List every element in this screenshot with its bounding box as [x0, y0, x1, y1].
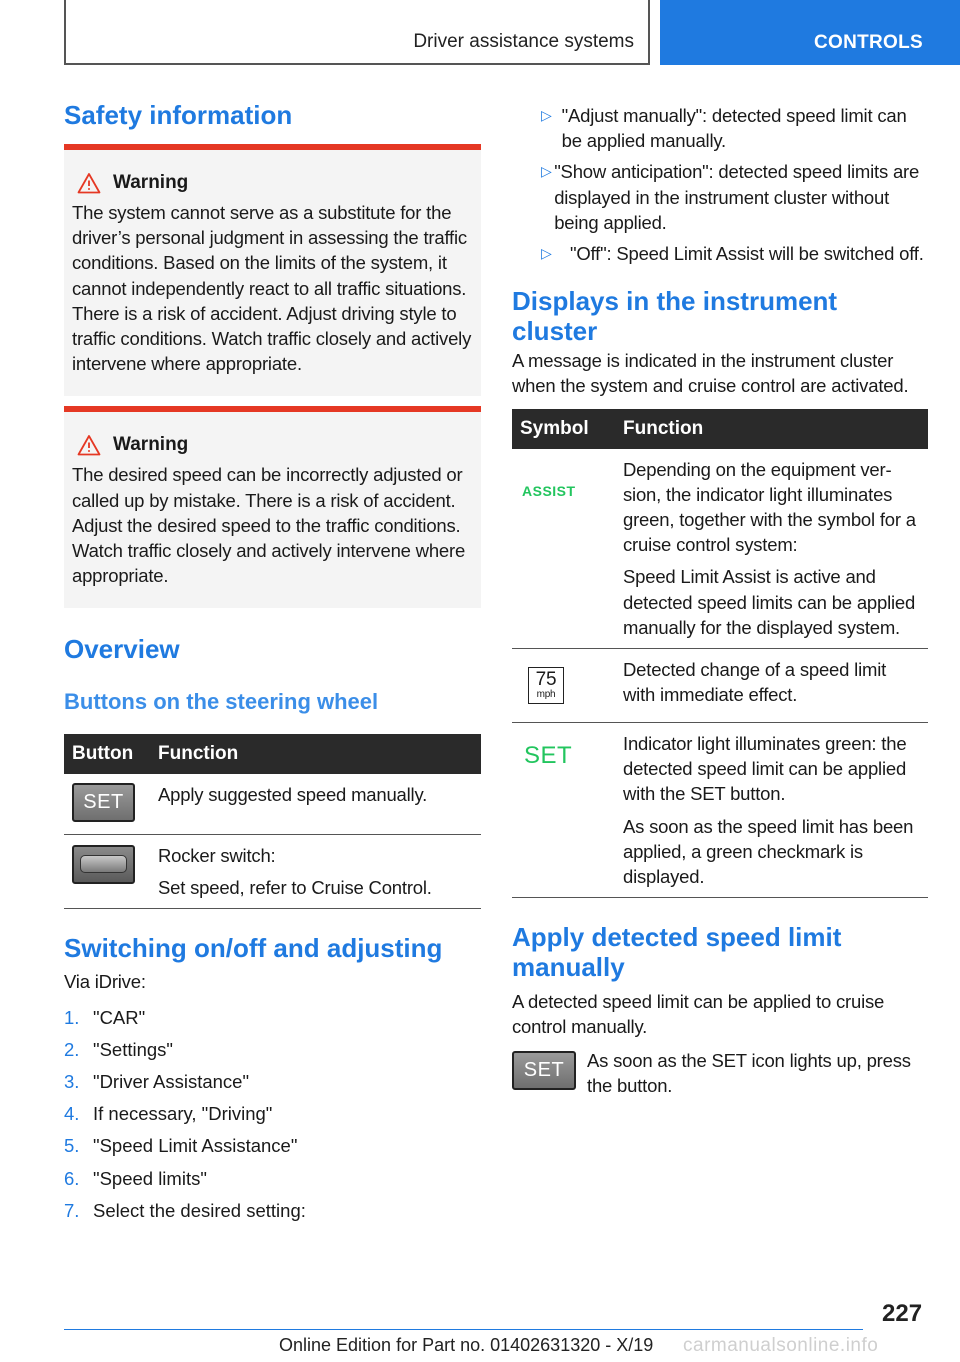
list-item	[64, 1034, 481, 1066]
table-row	[512, 449, 928, 649]
list-item	[64, 1130, 481, 1162]
triangle-bullet-icon: ▷	[541, 107, 552, 123]
step-number: 1.	[64, 1006, 80, 1028]
settings-steps-list	[64, 1002, 481, 1227]
table-cell-function-line: Set speed, refer to Cruise Control.	[158, 877, 432, 899]
set-button-icon: SET	[512, 1051, 576, 1090]
step-number: 2.	[64, 1038, 80, 1060]
apply-text: A detected speed limit can be applied to cruise control manually.	[512, 991, 885, 1038]
step-text: "CAR"	[93, 1006, 146, 1028]
displays-text: A message is indicated in the instrument cluster when the system and cruise control are activated.	[512, 350, 909, 397]
table-row	[512, 723, 928, 898]
set-indicator-icon: SET	[524, 742, 573, 770]
step-text: Select the desired setting:	[93, 1199, 306, 1221]
warning-triangle-icon	[77, 434, 101, 456]
table-cell-text: Detected change of a speed limit with immediate effect.	[615, 649, 928, 723]
column-header-function: Function	[615, 409, 928, 449]
footer-edition-text: Online Edition for Part no. 01402631320 - X/19	[279, 1335, 654, 1355]
page-number: 227	[882, 1300, 923, 1327]
switching-heading: Switching on/off and adjusting	[64, 933, 443, 964]
warning-box-1	[64, 144, 481, 396]
speed-sign-number: 75	[535, 669, 557, 691]
apply-speed-limit-heading: Apply detected speed limit manually	[512, 922, 842, 983]
table-cell-text: As soon as the speed limit has been applied, a green checkmark is displayed.	[623, 815, 914, 888]
option-text: "Show anticipation": detected speed limits are displayed in the instrument cluster without being applied.	[554, 161, 920, 233]
step-number: 7.	[64, 1199, 80, 1221]
warning-title: Warning	[113, 434, 189, 456]
step-text: "Settings"	[93, 1038, 173, 1060]
option-text: "Off": Speed Limit Assist will be switched off.	[570, 243, 924, 265]
step-text: "Speed Limit Assistance"	[93, 1135, 298, 1157]
apply-instruction-row	[512, 1048, 928, 1098]
via-idrive-text: Via iDrive:	[64, 971, 146, 993]
table-cell-text: Indicator light illuminates green: the detected speed limit can be applied with the SET button.	[623, 733, 907, 805]
list-item	[64, 1195, 481, 1227]
set-button-icon: SET	[72, 783, 135, 822]
overview-heading: Overview	[64, 634, 180, 665]
table-cell-function-line: Rocker switch:	[158, 844, 276, 866]
step-number: 3.	[64, 1070, 80, 1092]
list-item	[64, 1066, 481, 1098]
list-item	[64, 1098, 481, 1130]
warning-box-2	[64, 406, 481, 608]
list-item	[64, 1163, 481, 1195]
apply-instruction-text: As soon as the SET icon lights up, press the button.	[587, 1049, 911, 1096]
symbols-table	[512, 409, 928, 899]
rocker-switch-icon	[72, 845, 135, 884]
safety-information-heading: Safety information	[64, 100, 293, 130]
triangle-bullet-icon: ▷	[541, 163, 552, 180]
option-text: "Adjust manually": detected speed limit can be applied manually.	[561, 105, 907, 152]
table-row	[512, 649, 928, 723]
list-item	[511, 241, 928, 266]
watermark-text: carmanualsonline.info	[683, 1335, 879, 1356]
step-text: "Speed limits"	[93, 1167, 207, 1189]
table-cell-text: Speed Limit Assist is active and detected speed limits can be applied manually for the displayed system.	[623, 566, 916, 638]
footer-divider	[64, 1329, 863, 1330]
left-column	[64, 100, 481, 1227]
right-column	[512, 103, 928, 1098]
buttons-steering-wheel-heading: Buttons on the steering wheel	[64, 689, 379, 715]
displays-heading: Displays in the instrument cluster	[512, 286, 838, 347]
warning-text: The desired speed can be incorrectly adjusted or called up by mistake. There is a risk of accident. Adjust the desired speed to the traffic conditions. Watch traffic closely and actively intervene where appropriate.	[72, 464, 466, 587]
table-cell-text: Depending on the equipment version, the indicator light illuminates green, together with the symbol for a cruise control system:	[623, 458, 916, 556]
speed-limit-sign-icon	[528, 667, 564, 704]
warning-title: Warning	[113, 172, 189, 193]
header-section-box	[64, 0, 650, 65]
step-number: 6.	[64, 1167, 80, 1189]
column-header-symbol: Symbol	[512, 409, 615, 449]
table-row	[64, 774, 481, 834]
column-header-button: Button	[64, 734, 150, 774]
step-number: 4.	[64, 1103, 80, 1125]
table-row	[64, 834, 481, 908]
header-chapter-tab	[660, 0, 960, 65]
warning-triangle-icon	[77, 172, 101, 194]
speed-sign-unit: mph	[536, 689, 556, 701]
setting-options-list	[511, 103, 928, 266]
list-item	[64, 1002, 481, 1034]
assist-indicator-icon: ASSIST	[522, 482, 576, 499]
header-chapter-title: CONTROLS	[814, 32, 924, 53]
step-text: If necessary, "Driving"	[93, 1103, 273, 1125]
triangle-bullet-icon: ▷	[541, 245, 552, 262]
header-section-title: Driver assistance systems	[413, 31, 634, 52]
list-item	[511, 159, 928, 235]
step-number: 5.	[64, 1135, 80, 1157]
warning-text: The system cannot serve as a substitute for the driver’s personal judgment in assessing the traffic conditions. Based on the limits of the system, it cannot independently react to all traffic situations. There is a risk of accident. Adjust driving style to traffic conditions. Watch traffic closely and actively intervene where appropriate.	[72, 202, 472, 375]
step-text: "Driver Assistance"	[93, 1070, 250, 1092]
column-header-function: Function	[150, 734, 481, 774]
table-cell-function: Apply suggested speed manually.	[150, 774, 481, 834]
buttons-table	[64, 734, 481, 909]
list-item	[511, 103, 928, 153]
